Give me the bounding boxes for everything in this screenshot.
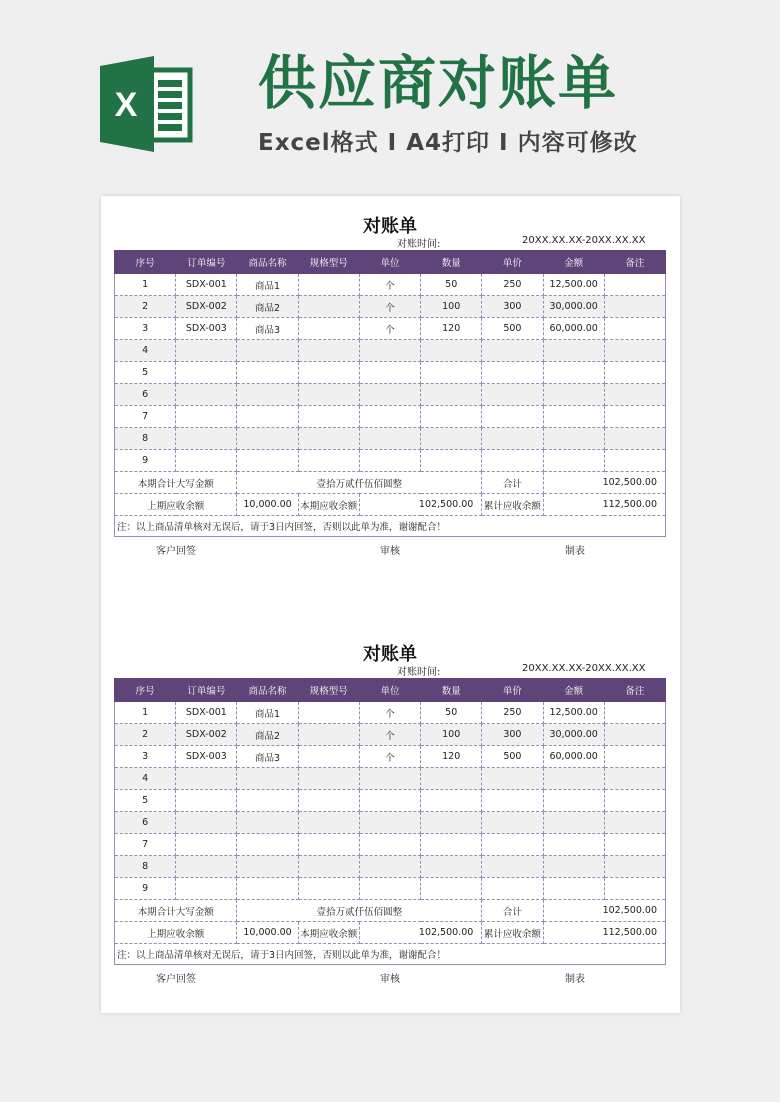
- table-cell: [176, 384, 237, 406]
- table-cell: 60,000.00: [543, 318, 604, 340]
- table-cell: [421, 768, 482, 790]
- table-cell: 3: [115, 318, 176, 340]
- table-cell: [298, 296, 359, 318]
- table-cell: [543, 834, 604, 856]
- table-row: [115, 384, 666, 406]
- table-cell: 4: [115, 340, 176, 362]
- table-cell: [298, 834, 359, 856]
- table-cell: 9: [115, 450, 176, 472]
- review-label: 审核: [380, 546, 400, 557]
- statement-sheet-1: [114, 216, 666, 557]
- table-cell: 5: [115, 790, 176, 812]
- table-cell: 7: [115, 406, 176, 428]
- table-cell: [604, 878, 665, 900]
- table-cell: [604, 812, 665, 834]
- date-value: 20XX.XX.XX-20XX.XX.XX: [522, 235, 646, 246]
- table-row: [115, 856, 666, 878]
- table-cell: [359, 384, 420, 406]
- table-cell: 1: [115, 702, 176, 724]
- table-cell: [359, 428, 420, 450]
- table-row: [115, 724, 666, 746]
- table-row: [115, 790, 666, 812]
- table-cell: [604, 856, 665, 878]
- header-row: [115, 679, 666, 702]
- table-cell: [298, 812, 359, 834]
- note-text: 注：以上商品清单核对无误后，请于3日内回签，否则以此单为准，谢谢配合！: [115, 944, 666, 965]
- table-cell: [482, 450, 543, 472]
- table-cell: [237, 790, 298, 812]
- table-cell: [298, 702, 359, 724]
- table-cell: [237, 384, 298, 406]
- excel-logo-icon: [100, 56, 196, 152]
- table-cell: [298, 406, 359, 428]
- table-cell: [604, 450, 665, 472]
- table-cell: [604, 340, 665, 362]
- table-cell: [298, 428, 359, 450]
- column-header: 单位: [359, 251, 420, 274]
- table-cell: [421, 878, 482, 900]
- total-label: 合计: [482, 900, 543, 922]
- table-cell: [359, 450, 420, 472]
- table-cell: [176, 450, 237, 472]
- total-label: 合计: [482, 472, 543, 494]
- table-cell: [359, 768, 420, 790]
- column-header: 商品名称: [237, 679, 298, 702]
- customer-sign-label: 客户回签: [156, 974, 196, 985]
- table-cell: [176, 340, 237, 362]
- table-cell: 2: [115, 724, 176, 746]
- table-cell: [543, 428, 604, 450]
- table-cell: 100: [421, 296, 482, 318]
- table-cell: 商品3: [237, 746, 298, 768]
- table-cell: 4: [115, 768, 176, 790]
- table-cell: [176, 428, 237, 450]
- table-cell: 8: [115, 856, 176, 878]
- table-cell: [421, 856, 482, 878]
- table-cell: [176, 834, 237, 856]
- table-cell: 12,500.00: [543, 702, 604, 724]
- table-cell: [604, 384, 665, 406]
- prev-balance-label: 上期应收余额: [115, 922, 237, 944]
- table-cell: [543, 362, 604, 384]
- table-row: [115, 362, 666, 384]
- table-cell: [421, 450, 482, 472]
- column-header: 规格型号: [298, 251, 359, 274]
- table-cell: [482, 812, 543, 834]
- note-text: 注：以上商品清单核对无误后，请于3日内回签，否则以此单为准，谢谢配合！: [115, 516, 666, 537]
- table-cell: 商品1: [237, 274, 298, 296]
- cumulative-balance-value: 112,500.00: [543, 494, 665, 516]
- table-cell: 个: [359, 274, 420, 296]
- table-cell: [482, 768, 543, 790]
- column-header: 单价: [482, 679, 543, 702]
- table-cell: [176, 768, 237, 790]
- table-cell: [482, 856, 543, 878]
- table-cell: [298, 878, 359, 900]
- table-cell: [604, 406, 665, 428]
- table-cell: 个: [359, 296, 420, 318]
- statement-table: [114, 678, 666, 965]
- prepared-by-label: 制表: [565, 546, 585, 557]
- column-header: 金额: [543, 679, 604, 702]
- table-cell: SDX-002: [176, 724, 237, 746]
- column-header: 数量: [421, 251, 482, 274]
- table-cell: [237, 768, 298, 790]
- table-cell: 250: [482, 702, 543, 724]
- table-row: [115, 318, 666, 340]
- table-cell: [543, 384, 604, 406]
- table-cell: 50: [421, 274, 482, 296]
- table-row: [115, 878, 666, 900]
- signature-row: [114, 965, 666, 985]
- caps-label: 本期合计大写金额: [115, 900, 237, 922]
- table-row: [115, 834, 666, 856]
- table-row: [115, 296, 666, 318]
- table-cell: SDX-001: [176, 702, 237, 724]
- table-cell: [237, 834, 298, 856]
- table-cell: 3: [115, 746, 176, 768]
- table-cell: [543, 878, 604, 900]
- table-row: [115, 702, 666, 724]
- table-cell: [237, 856, 298, 878]
- sheet-title: 对账单: [363, 216, 417, 237]
- table-cell: 2: [115, 296, 176, 318]
- summary-row-total: [115, 900, 666, 922]
- total-value: 102,500.00: [543, 472, 665, 494]
- column-header: 序号: [115, 251, 176, 274]
- banner-subtitle: Excel格式 I A4打印 I 内容可修改: [258, 130, 638, 156]
- table-cell: 5: [115, 362, 176, 384]
- current-balance-value: 102,500.00: [359, 922, 481, 944]
- table-row: [115, 406, 666, 428]
- table-cell: [359, 790, 420, 812]
- table-cell: [298, 274, 359, 296]
- table-cell: [421, 812, 482, 834]
- table-cell: 个: [359, 702, 420, 724]
- table-cell: SDX-001: [176, 274, 237, 296]
- table-cell: 120: [421, 318, 482, 340]
- customer-sign-label: 客户回签: [156, 546, 196, 557]
- table-cell: [237, 406, 298, 428]
- table-cell: [421, 428, 482, 450]
- table-cell: [482, 428, 543, 450]
- table-cell: [176, 878, 237, 900]
- note-row: [115, 944, 666, 965]
- table-cell: 300: [482, 724, 543, 746]
- date-label: 对账时间:: [397, 239, 441, 250]
- table-cell: [604, 746, 665, 768]
- table-cell: [482, 384, 543, 406]
- table-cell: [543, 768, 604, 790]
- table-cell: [298, 450, 359, 472]
- table-cell: 7: [115, 834, 176, 856]
- column-header: 序号: [115, 679, 176, 702]
- statement-sheet-2: [114, 644, 666, 985]
- table-cell: 250: [482, 274, 543, 296]
- cumulative-balance-label: 累计应收余额: [482, 922, 543, 944]
- table-cell: [421, 384, 482, 406]
- table-cell: [298, 746, 359, 768]
- table-cell: [298, 340, 359, 362]
- table-cell: [298, 362, 359, 384]
- date-value: 20XX.XX.XX-20XX.XX.XX: [522, 663, 646, 674]
- table-cell: 商品1: [237, 702, 298, 724]
- table-cell: [359, 812, 420, 834]
- summary-row-total: [115, 472, 666, 494]
- column-header: 规格型号: [298, 679, 359, 702]
- svg-text:X: X: [114, 86, 138, 124]
- summary-row-balance: [115, 494, 666, 516]
- table-cell: [176, 362, 237, 384]
- table-cell: [543, 450, 604, 472]
- table-cell: [543, 406, 604, 428]
- column-header: 数量: [421, 679, 482, 702]
- table-cell: 个: [359, 746, 420, 768]
- caps-label: 本期合计大写金额: [115, 472, 237, 494]
- table-cell: [604, 428, 665, 450]
- table-cell: [421, 406, 482, 428]
- table-cell: [482, 406, 543, 428]
- table-cell: [604, 768, 665, 790]
- cumulative-balance-label: 累计应收余额: [482, 494, 543, 516]
- table-cell: [237, 450, 298, 472]
- table-cell: [421, 362, 482, 384]
- table-cell: 30,000.00: [543, 724, 604, 746]
- document-page: [101, 196, 680, 1013]
- table-cell: 商品3: [237, 318, 298, 340]
- table-cell: 1: [115, 274, 176, 296]
- column-header: 商品名称: [237, 251, 298, 274]
- table-row: [115, 746, 666, 768]
- table-cell: [482, 834, 543, 856]
- table-cell: [482, 790, 543, 812]
- statement-table: [114, 250, 666, 537]
- column-header: 备注: [604, 679, 665, 702]
- table-cell: [604, 724, 665, 746]
- header-row: [115, 251, 666, 274]
- current-balance-value: 102,500.00: [359, 494, 481, 516]
- table-cell: [604, 274, 665, 296]
- prepared-by-label: 制表: [565, 974, 585, 985]
- table-cell: [604, 296, 665, 318]
- table-row: [115, 274, 666, 296]
- table-cell: [176, 406, 237, 428]
- table-cell: 6: [115, 384, 176, 406]
- table-cell: [543, 856, 604, 878]
- table-cell: [359, 340, 420, 362]
- table-row: [115, 812, 666, 834]
- table-row: [115, 340, 666, 362]
- table-cell: [237, 878, 298, 900]
- prev-balance-label: 上期应收余额: [115, 494, 237, 516]
- table-cell: [604, 790, 665, 812]
- table-cell: 6: [115, 812, 176, 834]
- table-cell: [543, 812, 604, 834]
- table-cell: [359, 362, 420, 384]
- column-header: 备注: [604, 251, 665, 274]
- table-cell: [176, 856, 237, 878]
- table-cell: [421, 340, 482, 362]
- prev-balance-value: 10,000.00: [237, 494, 298, 516]
- table-cell: SDX-003: [176, 746, 237, 768]
- table-cell: SDX-003: [176, 318, 237, 340]
- table-cell: [298, 768, 359, 790]
- table-cell: 120: [421, 746, 482, 768]
- table-cell: 个: [359, 318, 420, 340]
- table-cell: [604, 834, 665, 856]
- review-label: 审核: [380, 974, 400, 985]
- signature-row: [114, 537, 666, 557]
- table-cell: [482, 362, 543, 384]
- caps-value: 壹拾万贰仟伍佰圆整: [237, 472, 482, 494]
- table-cell: 500: [482, 318, 543, 340]
- table-cell: 30,000.00: [543, 296, 604, 318]
- table-cell: [298, 790, 359, 812]
- table-row: [115, 450, 666, 472]
- table-cell: [421, 790, 482, 812]
- table-cell: [237, 812, 298, 834]
- current-balance-label: 本期应收余额: [298, 922, 359, 944]
- banner-title: 供应商对账单: [258, 49, 619, 117]
- table-cell: [482, 878, 543, 900]
- table-cell: 9: [115, 878, 176, 900]
- table-cell: [237, 362, 298, 384]
- column-header: 单价: [482, 251, 543, 274]
- caps-value: 壹拾万贰仟伍佰圆整: [237, 900, 482, 922]
- table-cell: [604, 362, 665, 384]
- note-row: [115, 516, 666, 537]
- table-row: [115, 428, 666, 450]
- sheet-title: 对账单: [363, 644, 417, 665]
- table-cell: [482, 340, 543, 362]
- table-cell: 500: [482, 746, 543, 768]
- table-cell: 商品2: [237, 296, 298, 318]
- table-cell: [421, 834, 482, 856]
- table-cell: [604, 702, 665, 724]
- column-header: 订单编号: [176, 679, 237, 702]
- total-value: 102,500.00: [543, 900, 665, 922]
- table-cell: [359, 834, 420, 856]
- table-cell: 12,500.00: [543, 274, 604, 296]
- table-cell: [237, 340, 298, 362]
- date-label: 对账时间:: [397, 667, 441, 678]
- table-cell: 个: [359, 724, 420, 746]
- table-cell: SDX-002: [176, 296, 237, 318]
- table-cell: [359, 406, 420, 428]
- table-cell: [298, 384, 359, 406]
- table-cell: [298, 724, 359, 746]
- cumulative-balance-value: 112,500.00: [543, 922, 665, 944]
- table-cell: 商品2: [237, 724, 298, 746]
- current-balance-label: 本期应收余额: [298, 494, 359, 516]
- table-cell: 60,000.00: [543, 746, 604, 768]
- table-cell: [543, 790, 604, 812]
- column-header: 订单编号: [176, 251, 237, 274]
- table-cell: [604, 318, 665, 340]
- table-cell: [176, 812, 237, 834]
- summary-row-balance: [115, 922, 666, 944]
- table-row: [115, 768, 666, 790]
- table-cell: [237, 428, 298, 450]
- table-cell: [543, 340, 604, 362]
- table-cell: 100: [421, 724, 482, 746]
- column-header: 金额: [543, 251, 604, 274]
- column-header: 单位: [359, 679, 420, 702]
- table-cell: [359, 878, 420, 900]
- table-cell: 50: [421, 702, 482, 724]
- table-cell: 300: [482, 296, 543, 318]
- table-cell: [298, 318, 359, 340]
- table-cell: [298, 856, 359, 878]
- table-cell: [176, 790, 237, 812]
- prev-balance-value: 10,000.00: [237, 922, 298, 944]
- table-cell: [359, 856, 420, 878]
- table-cell: 8: [115, 428, 176, 450]
